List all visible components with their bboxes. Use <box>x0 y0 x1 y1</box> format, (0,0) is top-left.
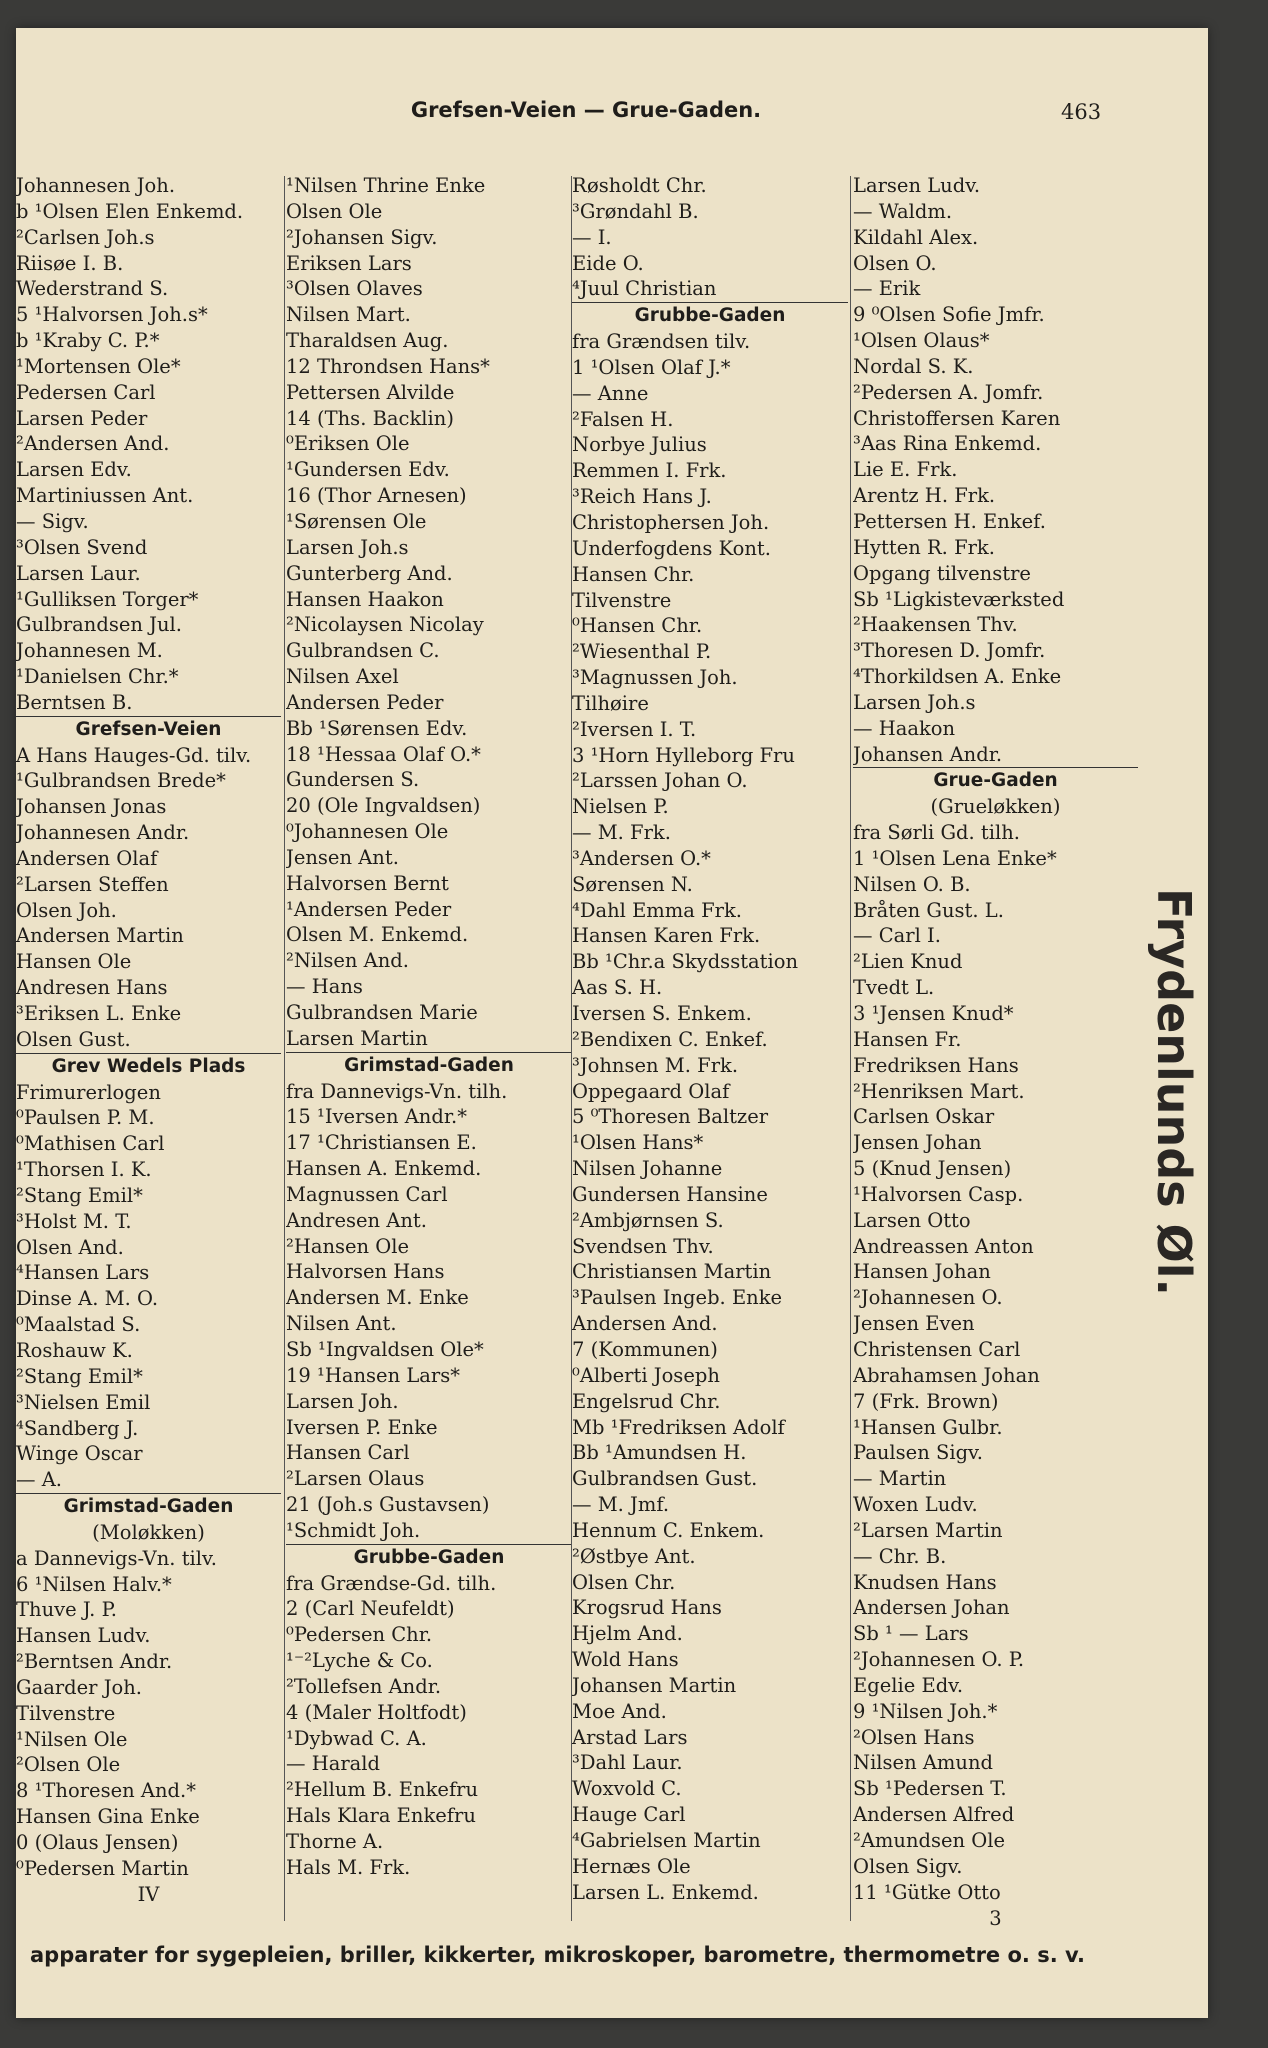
resident-entry: Hansen Ole <box>16 950 132 974</box>
resident-entry: ⁰Mathisen Carl <box>16 1132 165 1156</box>
resident-entry: Arentz H. Frk. <box>853 484 996 508</box>
resident-entry: — Sigv. <box>16 509 89 533</box>
resident-entry: Johansen Martin <box>572 1673 737 1697</box>
resident-entry: ²Berntsen Andr. <box>16 1650 173 1674</box>
resident-entry: Johannesen M. <box>16 639 163 663</box>
resident-entry: ²Johannesen O. <box>853 1286 1003 1310</box>
page-number: 463 <box>1061 100 1102 124</box>
resident-entry: Larsen Laur. <box>16 561 141 585</box>
resident-entry: ³Magnussen Joh. <box>572 666 738 690</box>
resident-entry: Moe And. <box>572 1699 667 1723</box>
resident-entry: 1 ¹Olsen Olaf J.* <box>572 355 731 379</box>
page-header <box>16 98 1208 148</box>
resident-entry: ⁴Sandberg J. <box>16 1416 139 1440</box>
resident-entry: Engelsrud Chr. <box>572 1389 721 1413</box>
resident-entry: ²Larssen Johan O. <box>572 769 748 793</box>
resident-entry: Johannesen Andr. <box>16 821 190 845</box>
resident-entry: ³Johnsen M. Frk. <box>572 1053 739 1077</box>
resident-entry: Andersen And. <box>572 1312 718 1336</box>
resident-entry: 7 (Kommunen) <box>572 1337 718 1361</box>
resident-entry: ¹Nilsen Ole <box>16 1727 128 1751</box>
resident-entry: ⁰Eriksen Ole <box>286 432 410 456</box>
resident-entry: Andreassen Anton <box>853 1234 1034 1258</box>
resident-entry: Larsen Martin <box>286 1026 428 1050</box>
sub-heading: 3 <box>989 1906 1002 1930</box>
resident-entry: Tilhøire <box>572 691 649 715</box>
resident-entry: Pedersen Carl <box>16 380 156 404</box>
resident-entry: ²Lien Knud <box>853 950 963 974</box>
resident-entry: 12 Throndsen Hans* <box>286 354 490 378</box>
resident-entry: 7 (Frk. Brown) <box>853 1389 999 1413</box>
resident-entry: Olsen Ole <box>286 199 383 223</box>
resident-entry: Pettersen H. Enkef. <box>853 509 1046 533</box>
resident-entry: — Hans <box>286 975 363 999</box>
resident-entry: Krogsrud Hans <box>572 1596 722 1620</box>
column-divider <box>850 176 851 1921</box>
resident-entry: Knudsen Hans <box>853 1570 997 1594</box>
resident-entry: — Erik <box>853 277 921 301</box>
street-heading: Grubbe-Gaden <box>286 1544 572 1571</box>
resident-entry: — Waldm. <box>853 199 953 223</box>
resident-entry: Thuve J. P. <box>16 1598 117 1622</box>
resident-entry: 8 ¹Thoresen And.* <box>16 1779 196 1803</box>
resident-entry: ¹Danielsen Chr.* <box>16 665 179 689</box>
resident-entry: ²Larsen Olaus <box>286 1467 425 1491</box>
resident-entry: Remmen I. Frk. <box>572 459 727 483</box>
resident-entry: Oppegaard Olaf <box>572 1079 730 1103</box>
resident-entry: Egelie Edv. <box>853 1673 964 1697</box>
resident-entry: b ¹Kraby C. P.* <box>16 329 160 353</box>
resident-entry: 21 (Joh.s Gustavsen) <box>286 1493 490 1517</box>
resident-entry: Olsen O. <box>853 251 937 275</box>
sub-heading: (Grueløkken) <box>930 795 1061 819</box>
resident-entry: — Chr. B. <box>853 1544 947 1568</box>
resident-entry: ²Hansen Ole <box>286 1234 410 1258</box>
resident-entry: fra Dannevigs-Vn. tilh. <box>286 1079 508 1103</box>
resident-entry: ²Stang Emil* <box>16 1183 143 1207</box>
resident-entry: Nilsen Amund <box>853 1751 994 1775</box>
resident-entry: 5 (Knud Jensen) <box>853 1157 1012 1181</box>
resident-entry: Fredriksen Hans <box>853 1053 1019 1077</box>
resident-entry: Larsen Otto <box>853 1208 971 1232</box>
resident-entry: Gaarder Joh. <box>16 1675 143 1699</box>
resident-entry: Hansen Carl <box>286 1441 410 1465</box>
sub-heading: IV <box>137 1882 160 1906</box>
resident-entry: Hansen Fr. <box>853 1027 962 1051</box>
resident-entry: Opgang tilvenstre <box>853 561 1031 585</box>
resident-entry: Gundersen S. <box>286 768 420 792</box>
resident-entry: Eide O. <box>572 251 644 275</box>
resident-entry: ¹Nilsen Thrine Enke <box>286 174 486 197</box>
resident-entry: Andresen Ant. <box>286 1208 427 1232</box>
resident-entry: Lie E. Frk. <box>853 458 958 482</box>
resident-entry: ²Ambjørnsen S. <box>572 1208 724 1232</box>
resident-entry: ²Carlsen Joh.s <box>16 225 155 249</box>
column-4 <box>853 173 1138 1933</box>
resident-entry: Eriksen Lars <box>286 251 412 275</box>
resident-entry: Woxen Ludv. <box>853 1493 978 1517</box>
resident-entry: — Carl I. <box>853 924 941 948</box>
resident-entry: ²Olsen Hans <box>853 1725 975 1749</box>
resident-entry: Dinse A. M. O. <box>16 1287 159 1311</box>
resident-entry: Hansen Karen Frk. <box>572 924 761 948</box>
resident-entry: ²Johannesen O. P. <box>853 1648 1025 1672</box>
resident-entry: Olsen Joh. <box>16 898 117 922</box>
resident-entry: Nilsen Mart. <box>286 303 411 327</box>
resident-entry: Andersen Peder <box>286 690 444 714</box>
resident-entry: 17 ¹Christiansen E. <box>286 1131 477 1155</box>
resident-entry: Larsen L. Enkemd. <box>572 1880 759 1904</box>
resident-entry: — Anne <box>572 381 649 405</box>
resident-entry: ⁰Paulsen P. M. <box>16 1106 155 1130</box>
resident-entry: Halvorsen Bernt <box>286 871 449 895</box>
resident-entry: fra Sørli Gd. tilh. <box>853 821 1020 845</box>
resident-entry: — Harald <box>286 1752 380 1776</box>
resident-entry: Jensen Even <box>853 1312 975 1336</box>
resident-entry: Sb ¹Ingvaldsen Ole* <box>286 1337 484 1361</box>
resident-entry: Underfogdens Kont. <box>572 536 771 560</box>
resident-entry: ³Holst M. T. <box>16 1209 132 1233</box>
resident-entry: ⁰Johannesen Ole <box>286 820 449 844</box>
resident-entry: ³Eriksen L. Enke <box>16 1002 182 1025</box>
resident-entry: Nilsen Johanne <box>572 1157 723 1181</box>
resident-entry: 2 (Carl Neufeldt) <box>286 1597 455 1621</box>
resident-entry: Bb ¹Sørensen Edv. <box>286 716 468 740</box>
resident-entry: Christophersen Joh. <box>572 510 770 534</box>
resident-entry: ²Haakensen Thv. <box>853 613 1018 637</box>
resident-entry: ¹Gulbrandsen Brede* <box>16 769 226 793</box>
column-1 <box>16 173 281 1933</box>
resident-entry: Hansen Ludv. <box>16 1624 151 1648</box>
resident-entry: ³Nielsen Emil <box>16 1390 151 1414</box>
resident-entry: ²Bendixen C. Enkef. <box>572 1027 768 1051</box>
resident-entry: ²Henriksen Mart. <box>853 1079 1025 1103</box>
resident-entry: Roshauw K. <box>16 1338 133 1362</box>
sub-heading: (Moløkken) <box>92 1520 205 1544</box>
resident-entry: ¹Olsen Hans* <box>572 1131 704 1155</box>
resident-entry: Gundersen Hansine <box>572 1182 768 1206</box>
resident-entry: Svendsen Thv. <box>572 1234 714 1258</box>
resident-entry: ⁴Juul Christian <box>572 277 717 301</box>
resident-entry: ²Iversen I. T. <box>572 717 697 741</box>
resident-entry: ⁴Dahl Emma Frk. <box>572 898 742 922</box>
resident-entry: — I. <box>572 225 612 249</box>
street-heading: Grue-Gaden <box>853 767 1138 794</box>
resident-entry: Gulbrandsen Jul. <box>16 613 182 637</box>
resident-entry: Johansen Jonas <box>16 795 167 819</box>
resident-entry: Larsen Joh. <box>286 1389 399 1413</box>
resident-entry: Magnussen Carl <box>286 1182 448 1206</box>
resident-entry: ⁴Thorkildsen A. Enke <box>853 665 1062 689</box>
resident-entry: Olsen Chr. <box>572 1570 676 1594</box>
resident-entry: Nilsen O. B. <box>853 872 971 896</box>
page-title: Grefsen-Veien — Grue-Gaden. <box>410 98 762 122</box>
resident-entry: 14 (Ths. Backlin) <box>286 406 454 430</box>
resident-entry: 18 ¹Hessaa Olaf O.* <box>286 742 481 766</box>
resident-entry: — Haakon <box>853 716 956 740</box>
resident-entry: ³Dahl Laur. <box>572 1751 683 1775</box>
resident-entry: Martiniussen Ant. <box>16 484 194 508</box>
resident-entry: Nielsen P. <box>572 795 669 819</box>
resident-entry: ¹Andersen Peder <box>286 897 452 921</box>
resident-entry: ²Larsen Martin <box>853 1518 1003 1542</box>
resident-entry: ²Olsen Ole <box>16 1753 121 1777</box>
resident-entry: ²Østbye Ant. <box>572 1544 696 1568</box>
resident-entry: Hansen Chr. <box>572 562 695 586</box>
resident-entry: Carlsen Oskar <box>853 1105 995 1129</box>
resident-entry: ²Hellum B. Enkefru <box>286 1778 479 1802</box>
resident-entry: Hernæs Ole <box>572 1854 691 1878</box>
resident-entry: ²Wiesenthal P. <box>572 640 712 664</box>
resident-entry: 16 (Thor Arnesen) <box>286 484 467 508</box>
resident-entry: 4 (Maler Holtfodt) <box>286 1700 467 1724</box>
resident-entry: Andresen Hans <box>16 976 168 1000</box>
resident-entry: Hansen Gina Enke <box>16 1805 200 1829</box>
resident-entry: Bb ¹Amundsen H. <box>572 1441 747 1465</box>
resident-entry: 9 ⁰Olsen Sofie Jmfr. <box>853 303 1045 327</box>
resident-entry: ³Reich Hans J. <box>572 485 712 509</box>
resident-entry: Gulbrandsen Marie <box>286 1001 478 1024</box>
resident-entry: Hjelm And. <box>572 1622 683 1646</box>
street-heading: Grimstad-Gaden <box>16 1493 281 1520</box>
resident-entry: b ¹Olsen Elen Enkemd. <box>16 199 244 223</box>
resident-entry: Andersen Alfred <box>853 1803 1015 1827</box>
resident-entry: ²Johansen Sigv. <box>286 225 438 249</box>
column-3 <box>572 173 848 1933</box>
resident-entry: Larsen Edv. <box>16 458 132 482</box>
resident-entry: ¹Mortensen Ole* <box>16 354 181 378</box>
resident-entry: 5 ¹Halvorsen Joh.s* <box>16 303 208 327</box>
resident-entry: 15 ¹Iversen Andr.* <box>286 1105 467 1129</box>
resident-entry: Olsen Gust. <box>16 1027 131 1051</box>
resident-entry: ¹Sørensen Ole <box>286 509 427 533</box>
resident-entry: Jensen Ant. <box>286 845 399 869</box>
resident-entry: ¹Gundersen Edv. <box>286 458 450 482</box>
resident-entry: ²Stang Emil* <box>16 1364 143 1388</box>
resident-entry: Sørensen N. <box>572 872 693 896</box>
resident-entry: Gunterberg And. <box>286 561 453 585</box>
resident-entry: ²Nicolaysen Nicolay <box>286 613 484 637</box>
resident-entry: Jensen Johan <box>853 1131 982 1155</box>
resident-entry: Olsen M. Enkemd. <box>286 923 469 947</box>
resident-entry: A Hans Hauges-Gd. tilv. <box>16 743 252 767</box>
resident-entry: — A. <box>16 1468 62 1492</box>
resident-entry: ⁰Maalstad S. <box>16 1313 141 1337</box>
resident-entry: — M. Frk. <box>572 821 671 845</box>
resident-entry: Johannesen Joh. <box>16 174 176 197</box>
resident-entry: Nordal S. K. <box>853 354 974 378</box>
resident-entry: Aas S. H. <box>572 976 663 1000</box>
resident-entry: Paulsen Sigv. <box>853 1441 983 1465</box>
resident-entry: Norbye Julius <box>572 433 707 457</box>
resident-entry: a Dannevigs-Vn. tilv. <box>16 1546 217 1570</box>
resident-entry: Andersen Johan <box>853 1596 1010 1620</box>
resident-entry: Gulbrandsen C. <box>286 639 440 663</box>
resident-entry: 0 (Olaus Jensen) <box>16 1831 179 1854</box>
resident-entry: Christensen Carl <box>853 1337 1021 1361</box>
resident-entry: 3 ¹Jensen Knud* <box>853 1002 1014 1025</box>
resident-entry: Andersen M. Enke <box>286 1286 469 1310</box>
resident-entry: 9 ¹Nilsen Joh.* <box>853 1699 998 1723</box>
resident-entry: ³Paulsen Ingeb. Enke <box>572 1286 783 1310</box>
resident-entry: Larsen Ludv. <box>853 174 981 197</box>
resident-entry: Olsen Sigv. <box>853 1854 963 1878</box>
resident-entry: — M. Jmf. <box>572 1493 670 1517</box>
street-heading: Grubbe-Gaden <box>572 302 848 329</box>
resident-entry: Hansen Johan <box>853 1260 991 1284</box>
resident-entry: ¹Schmidt Joh. <box>286 1518 421 1542</box>
resident-entry: Riisøe I. B. <box>16 251 124 275</box>
resident-entry: fra Grændse-Gd. tilh. <box>286 1571 497 1595</box>
resident-entry: Larsen Joh.s <box>286 535 409 559</box>
resident-entry: 6 ¹Nilsen Halv.* <box>16 1572 172 1596</box>
resident-entry: Mb ¹Fredriksen Adolf <box>572 1415 785 1439</box>
resident-entry: Bb ¹Chr.a Skydsstation <box>572 950 799 974</box>
resident-entry: ²Nilsen And. <box>286 949 409 973</box>
resident-entry: 5 ⁰Thoresen Baltzer <box>572 1105 769 1129</box>
resident-entry: ²Andersen And. <box>16 432 170 456</box>
resident-entry: Frimurerlogen <box>16 1080 161 1104</box>
resident-entry: Christiansen Martin <box>572 1260 772 1284</box>
resident-entry: Hals M. Frk. <box>286 1855 411 1879</box>
resident-entry: ³Olsen Olaves <box>286 277 423 301</box>
street-heading: Grimstad-Gaden <box>286 1052 572 1079</box>
resident-entry: Wederstrand S. <box>16 277 169 301</box>
street-heading: Grefsen-Veien <box>16 716 281 743</box>
side-advertisement: Frydenlunds Øl. <box>1147 888 1201 1296</box>
resident-entry: Hennum C. Enkem. <box>572 1518 765 1542</box>
resident-entry: Pettersen Alvilde <box>286 380 455 404</box>
resident-entry: ¹⁻²Lyche & Co. <box>286 1649 433 1673</box>
resident-entry: Johansen Andr. <box>853 742 1003 766</box>
resident-entry: ⁰Pedersen Martin <box>16 1856 189 1880</box>
resident-entry: Sb ¹ — Lars <box>853 1622 969 1646</box>
resident-entry: Sb ¹Pedersen T. <box>853 1777 1007 1801</box>
resident-entry: ¹Halvorsen Casp. <box>853 1182 1024 1206</box>
resident-entry: — Martin <box>853 1467 947 1491</box>
resident-entry: Hansen Haakon <box>286 587 444 611</box>
resident-entry: Thorne A. <box>286 1830 384 1853</box>
resident-entry: 20 (Ole Ingvaldsen) <box>286 794 481 818</box>
resident-entry: ³Aas Rina Enkemd. <box>853 432 1042 456</box>
resident-entry: Larsen Peder <box>16 406 148 430</box>
resident-entry: Tilvenstre <box>572 588 672 612</box>
resident-entry: ¹Olsen Olaus* <box>853 329 990 353</box>
resident-entry: ³Thoresen D. Jomfr. <box>853 639 1046 663</box>
resident-entry: Winge Oscar <box>16 1442 143 1466</box>
resident-entry: ²Larsen Steffen <box>16 872 169 896</box>
directory-page <box>16 28 1208 2018</box>
resident-entry: Bråten Gust. L. <box>853 898 1004 922</box>
resident-entry: Hansen A. Enkemd. <box>286 1157 482 1181</box>
resident-entry: Hauge Carl <box>572 1803 686 1827</box>
footer-advertisement: apparater for sygepleien, briller, kikkerter, mikroskoper, barometre, thermometre o. s. v. <box>30 1943 1085 1967</box>
resident-entry: Iversen S. Enkem. <box>572 1002 752 1025</box>
resident-entry: 19 ¹Hansen Lars* <box>286 1363 460 1387</box>
resident-entry: Iversen P. Enke <box>286 1415 438 1439</box>
resident-entry: Tharaldsen Aug. <box>286 329 449 353</box>
resident-entry: ¹Gulliksen Torger* <box>16 587 199 611</box>
resident-entry: Røsholdt Chr. <box>572 174 707 197</box>
resident-entry: Arstad Lars <box>572 1725 688 1749</box>
resident-entry: ³Grøndahl B. <box>572 199 699 223</box>
resident-entry: Halvorsen Hans <box>286 1260 445 1284</box>
resident-entry: Tvedt L. <box>853 976 935 1000</box>
resident-entry: ⁰Alberti Joseph <box>572 1363 720 1387</box>
resident-entry: ⁴Gabrielsen Martin <box>572 1829 761 1852</box>
resident-entry: ³Andersen O.* <box>572 846 711 870</box>
resident-entry: Hals Klara Enkefru <box>286 1804 476 1828</box>
resident-entry: ²Falsen H. <box>572 407 674 431</box>
resident-entry: Christoffersen Karen <box>853 406 1061 430</box>
resident-entry: ⁴Hansen Lars <box>16 1261 150 1285</box>
resident-entry: ¹Dybwad C. A. <box>286 1726 427 1750</box>
resident-entry: ²Amundsen Ole <box>853 1829 1006 1852</box>
resident-entry: Larsen Joh.s <box>853 690 976 714</box>
resident-entry: Berntsen B. <box>16 690 133 714</box>
resident-entry: Tilvenstre <box>16 1701 116 1725</box>
street-heading: Grev Wedels Plads <box>16 1053 281 1080</box>
resident-entry: ¹Hansen Gulbr. <box>853 1415 1003 1439</box>
resident-entry: Hytten R. Frk. <box>853 535 995 559</box>
resident-entry: Gulbrandsen Gust. <box>572 1467 758 1491</box>
resident-entry: ²Tollefsen Andr. <box>286 1674 442 1698</box>
resident-entry: ⁰Pedersen Chr. <box>286 1623 433 1647</box>
resident-entry: Andersen Martin <box>16 924 184 948</box>
resident-entry: ¹Thorsen I. K. <box>16 1158 152 1182</box>
resident-entry: Nilsen Ant. <box>286 1312 397 1336</box>
resident-entry: 1 ¹Olsen Lena Enke* <box>853 846 1057 870</box>
resident-entry: Woxvold C. <box>572 1777 682 1801</box>
resident-entry: fra Grændsen tilv. <box>572 330 751 354</box>
resident-entry: ⁰Hansen Chr. <box>572 614 703 638</box>
column-divider <box>284 176 285 1921</box>
resident-entry: Abrahamsen Johan <box>853 1363 1040 1387</box>
column-2 <box>286 173 572 1933</box>
resident-entry: Sb ¹Ligkisteværksted <box>853 587 1065 611</box>
resident-entry: 11 ¹Gütke Otto <box>853 1880 1001 1904</box>
resident-entry: Wold Hans <box>572 1648 679 1672</box>
resident-entry: Nilsen Axel <box>286 665 399 689</box>
resident-entry: Andersen Olaf <box>16 846 158 870</box>
resident-entry: Kildahl Alex. <box>853 225 979 249</box>
resident-entry: 3 ¹Horn Hylleborg Fru <box>572 743 795 767</box>
resident-entry: ³Olsen Svend <box>16 535 148 559</box>
resident-entry: Olsen And. <box>16 1235 124 1259</box>
resident-entry: ²Pedersen A. Jomfr. <box>853 380 1044 404</box>
